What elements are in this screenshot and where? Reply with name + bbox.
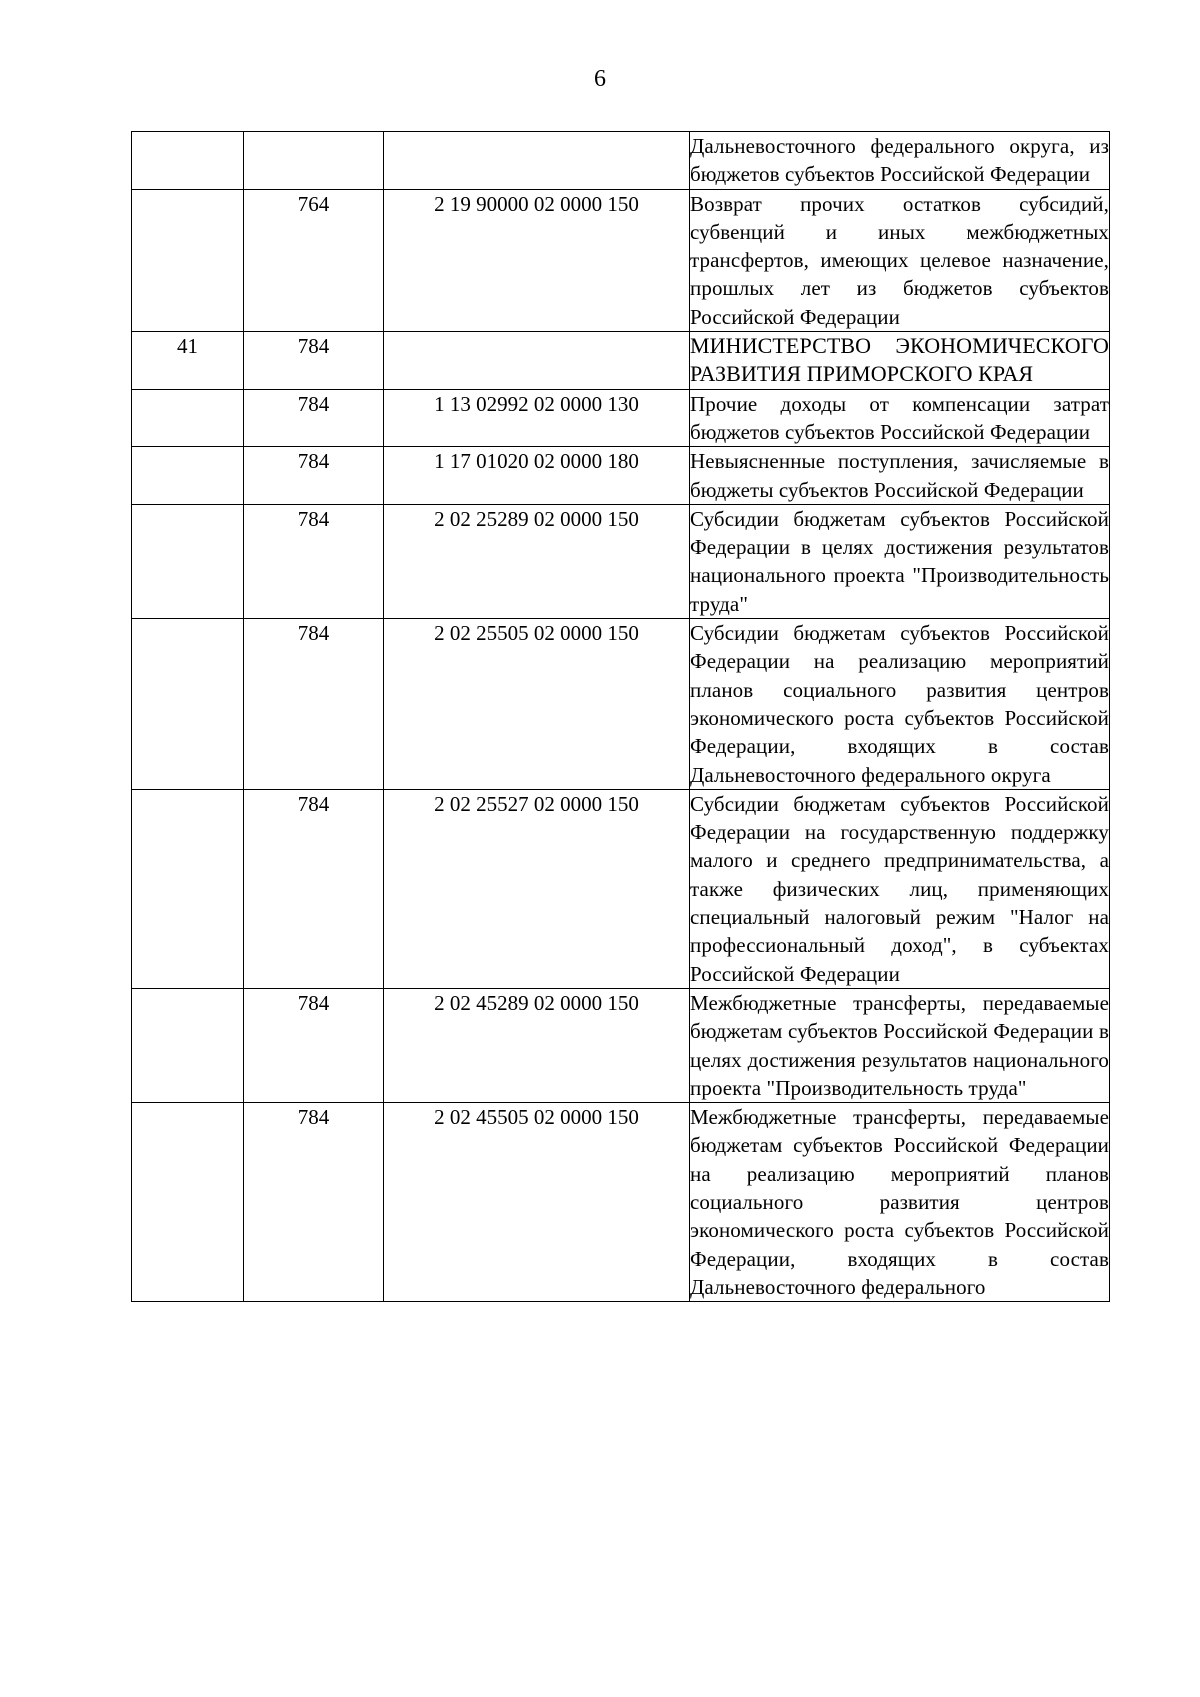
administrator-code-cell: 784 <box>244 504 384 618</box>
table-row <box>132 389 1110 447</box>
revenue-name-cell: Субсидии бюджетам субъектов Российской Федерации в целях достижения результатов национального проекта "Производительность труда" <box>690 504 1110 618</box>
budget-code-cell: 2 02 25505 02 0000 150 <box>384 619 690 790</box>
revenue-name-cell: Субсидии бюджетам субъектов Российской Федерации на государственную поддержку малого и среднего предпринимательства, а также физических лиц, применяющих специальный налоговый режим "Налог на профессиональный доход", в субъектах Российской Федерации <box>690 789 1110 988</box>
budget-code-cell: 2 02 25527 02 0000 150 <box>384 789 690 988</box>
revenue-name-cell: Невыясненные поступления, зачисляемые в бюджеты субъектов Российской Федерации <box>690 447 1110 505</box>
budget-code-cell: 2 02 45505 02 0000 150 <box>384 1103 690 1302</box>
revenue-name-cell: Межбюджетные трансферты, передаваемые бюджетам субъектов Российской Федерации в целях достижения результатов национального проекта "Производительность труда" <box>690 988 1110 1102</box>
revenue-name-cell: Межбюджетные трансферты, передаваемые бюджетам субъектов Российской Федерации на реализацию мероприятий планов социального развития центров экономического роста субъектов Российской Федерации, входящих в состав Дальневосточного федерального <box>690 1103 1110 1302</box>
revenue-codes-table <box>131 131 1110 1302</box>
table-row <box>132 504 1110 618</box>
row-number-cell <box>132 389 244 447</box>
revenue-name-cell: Прочие доходы от компенсации затрат бюджетов субъектов Российской Федерации <box>690 389 1110 447</box>
table-row <box>132 988 1110 1102</box>
table-row <box>132 332 1110 390</box>
row-number-cell <box>132 504 244 618</box>
table-row <box>132 189 1110 331</box>
table-row <box>132 619 1110 790</box>
ministry-heading-cell: МИНИСТЕРСТВО ЭКОНОМИЧЕСКОГО РАЗВИТИЯ ПРИМОРСКОГО КРАЯ <box>690 332 1110 390</box>
table-row <box>132 1103 1110 1302</box>
administrator-code-cell: 784 <box>244 389 384 447</box>
administrator-code-cell: 784 <box>244 332 384 390</box>
revenue-name-cell: Субсидии бюджетам субъектов Российской Федерации на реализацию мероприятий планов социального развития центров экономического роста субъектов Российской Федерации, входящих в состав Дальневосточного федерального округа <box>690 619 1110 790</box>
administrator-code-cell: 784 <box>244 789 384 988</box>
row-number-cell <box>132 447 244 505</box>
administrator-code-cell <box>244 132 384 190</box>
row-number-cell <box>132 132 244 190</box>
budget-code-cell: 1 17 01020 02 0000 180 <box>384 447 690 505</box>
row-number-cell <box>132 789 244 988</box>
budget-code-cell <box>384 332 690 390</box>
row-number-cell <box>132 619 244 790</box>
budget-code-cell: 2 02 45289 02 0000 150 <box>384 988 690 1102</box>
budget-code-cell: 2 19 90000 02 0000 150 <box>384 189 690 331</box>
administrator-code-cell: 784 <box>244 619 384 790</box>
revenue-name-cell: Дальневосточного федерального округа, из бюджетов субъектов Российской Федерации <box>690 132 1110 190</box>
row-number-cell <box>132 1103 244 1302</box>
revenue-name-cell: Возврат прочих остатков субсидий, субвенций и иных межбюджетных трансфертов, имеющих целевое назначение, прошлых лет из бюджетов субъектов Российской Федерации <box>690 189 1110 331</box>
administrator-code-cell: 784 <box>244 988 384 1102</box>
page-number: 6 <box>594 66 606 92</box>
budget-code-cell: 2 02 25289 02 0000 150 <box>384 504 690 618</box>
table-row <box>132 132 1110 190</box>
administrator-code-cell: 784 <box>244 1103 384 1302</box>
budget-code-cell: 1 13 02992 02 0000 130 <box>384 389 690 447</box>
row-number-cell <box>132 189 244 331</box>
row-number-cell: 41 <box>132 332 244 390</box>
administrator-code-cell: 784 <box>244 447 384 505</box>
table-row <box>132 789 1110 988</box>
administrator-code-cell: 764 <box>244 189 384 331</box>
table-row <box>132 447 1110 505</box>
budget-code-cell <box>384 132 690 190</box>
row-number-cell <box>132 988 244 1102</box>
